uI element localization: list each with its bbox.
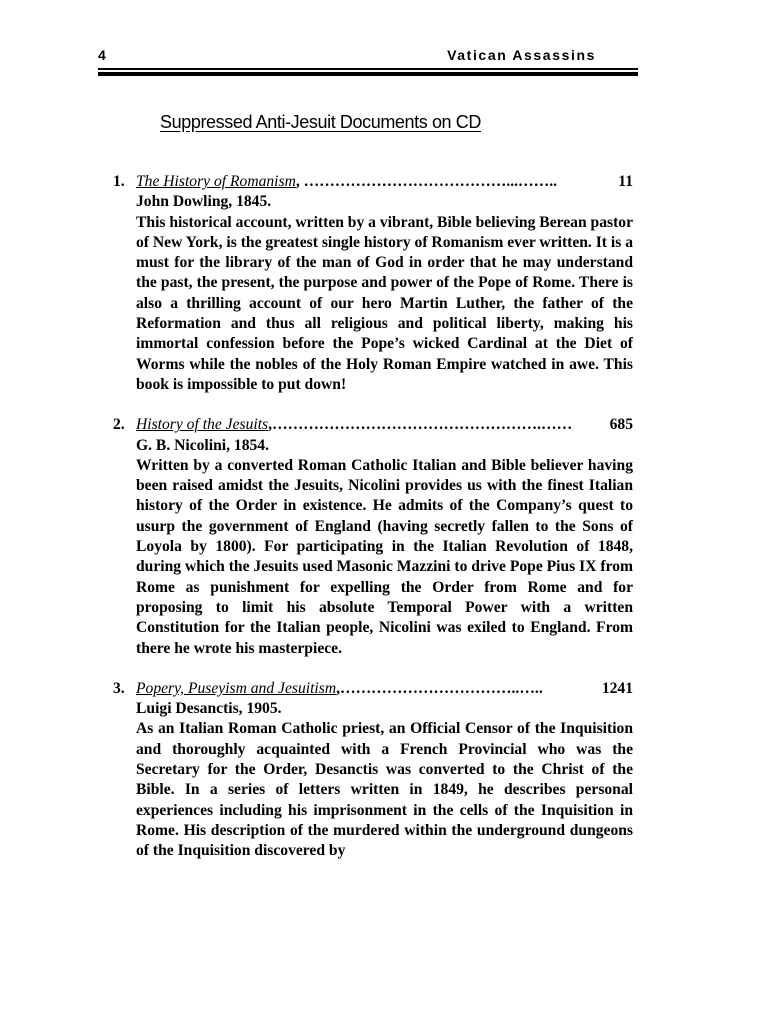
entry-author: Luigi Desanctis, 1905. <box>136 700 282 718</box>
entry-page-number: 11 <box>618 173 633 190</box>
entry-author: John Dowling, 1845. <box>136 193 272 211</box>
entry-title: History of the Jesuits <box>136 416 269 434</box>
entry-description: This historical account, written by a vibrant, Bible believing Berean pastor of New York, is the greatest single history of Romanism ever written. It is a must for the library of the man of God in order that he may understand the past, the present, the purpose and power of the Pope of Rome. There is also a thrilling account of our hero Martin Luther, the father of the Reformation and thus all religious and political liberty, making his immortal confession before the Pope’s wicked Cardinal at the Diet of Worms while the nobles of the Holy Roman Empire watched in awe. This book is impossible to put down! <box>136 213 633 393</box>
header-rule-thick <box>98 72 638 76</box>
entry-title-line <box>136 172 633 192</box>
entry-title: Popery, Puseyism and Jesuitism <box>136 679 337 697</box>
running-title: Vatican Assassins <box>447 47 596 63</box>
entry-description: Written by a converted Roman Catholic Italian and Bible believer having been raised amidst the Jesuits, Nicolini provides us with the finest Italian history of the Order in existence. He admits of the Company’s quest to usurp the government of England (having secretly fallen to the Sons of Loyola by 1800). For participating in the Italian Revolution of 1848, during which the Jesuits used Masonic Mazzini to drive Pope Pius IX from Rome as punishment for expelling the Order from Rome and for proposing to limit his absolute Temporal Power with a written Constitution for the Italian people, Nicolini was exiled to England. From there he wrote his masterpiece. <box>136 456 633 657</box>
entry-dot-leader: , …………………………………...…….. <box>295 173 558 190</box>
entry-dot-leader: ,……………………………..….. <box>336 679 543 697</box>
document-entry <box>113 172 633 395</box>
entry-number: 1. <box>113 173 125 190</box>
document-heading-text: Suppressed Anti-Jesuit Documents on CD <box>160 112 481 132</box>
entry-page-number: 685 <box>609 416 633 434</box>
entry-page-number: 1241 <box>601 679 633 697</box>
document-heading <box>160 112 620 133</box>
document-entry <box>113 415 633 659</box>
document-list <box>113 172 633 882</box>
page-header <box>98 44 638 66</box>
entry-title: The History of Romanism <box>136 173 296 190</box>
entry-dot-leader: ,…………………………………………….…… <box>268 416 573 434</box>
page-number: 4 <box>98 47 106 63</box>
entry-title-line <box>136 415 633 435</box>
entry-description: As an Italian Roman Catholic priest, an Official Censor of the Inquisition and thoroughly acquainted with a French Provincial who was the Secretary for the Order, Desanctis was converted to the Christ of the Bible. In a series of letters written in 1849, he describes personal experiences including his imprisonment in the cells of the Inquisition in Rome. His description of the murdered within the underground dungeons of the Inquisition discovered by <box>136 720 633 860</box>
header-rule-thin <box>98 68 638 70</box>
entry-number: 2. <box>113 416 125 434</box>
entry-title-line <box>136 679 633 699</box>
document-entry <box>113 679 633 862</box>
entry-author: G. B. Nicolini, 1854. <box>136 436 269 454</box>
entry-number: 3. <box>113 679 125 697</box>
